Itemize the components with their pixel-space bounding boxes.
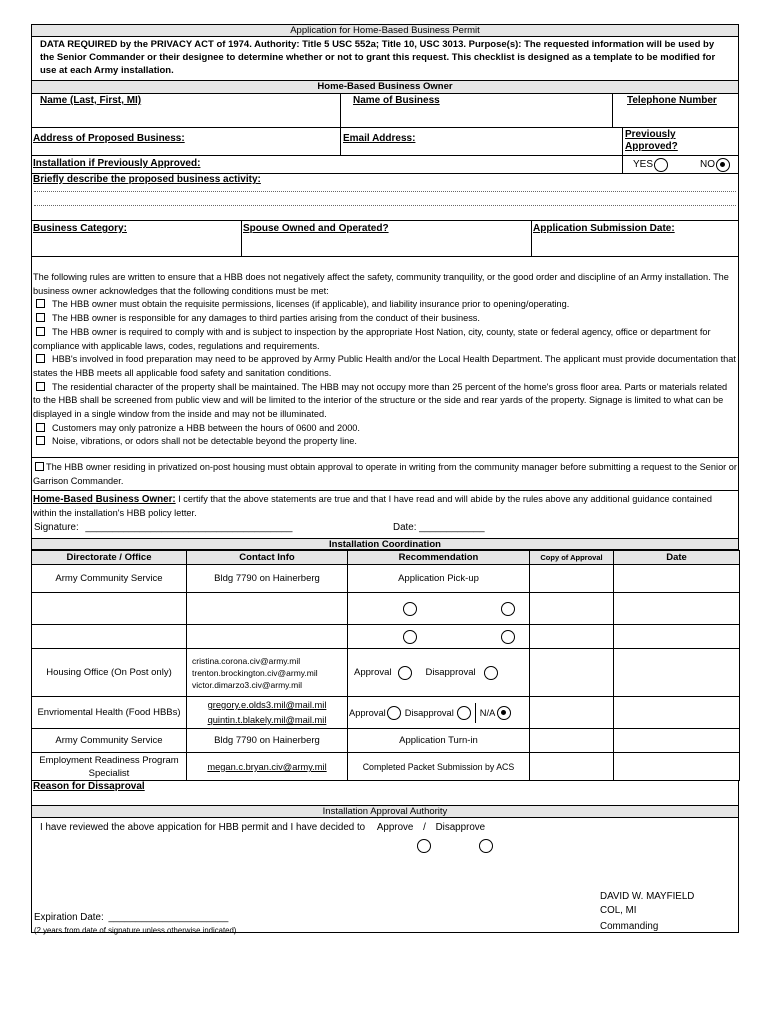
spouse-label: Spouse Owned and Operated? [243, 223, 389, 234]
email-field[interactable] [341, 128, 623, 155]
acs2-office: Army Community Service [32, 729, 187, 753]
authority-statement [40, 822, 485, 833]
no-label: NO [700, 159, 716, 170]
expiration-label: Expiration Date: [34, 912, 104, 924]
address-label: Address of Proposed Business: [33, 133, 185, 144]
reason-field[interactable] [31, 781, 739, 805]
name-label: Name (Last, First, MI) [40, 95, 142, 106]
housing-email-2[interactable]: trenton.brockington.civ@army.mil [192, 667, 318, 678]
rule-4 [33, 353, 737, 380]
env-rec [348, 697, 530, 729]
yes-radio[interactable] [654, 158, 668, 172]
env-disapproval-label: Disapproval [404, 707, 454, 718]
category-row [31, 220, 739, 257]
permit-form [31, 24, 739, 936]
business-name-label: Name of Business [353, 95, 440, 106]
yes-no-group [623, 156, 738, 173]
blank-date-2[interactable] [614, 625, 740, 649]
rule-2 [33, 312, 737, 326]
env-disapproval-radio[interactable] [457, 706, 471, 720]
rule-1-text: The HBB owner must obtain the requisite permissions, licenses (if applicable), and liability insurance prior to opening/operating. [52, 299, 570, 310]
installation-row [31, 156, 739, 173]
authority-disapprove-radio[interactable] [479, 839, 493, 853]
name-field[interactable] [32, 94, 341, 127]
signer-name: DAVID W. MAYFIELD [600, 891, 695, 903]
header-date: Date [614, 551, 740, 565]
signer-rank: COL, MI [600, 905, 637, 917]
blank-contact-2[interactable] [187, 625, 348, 649]
housing-email-3[interactable]: victor.dimarzo3.civ@army.mil [192, 679, 303, 690]
blank-office-1[interactable] [32, 593, 187, 625]
acs-office: Army Community Service [32, 565, 187, 593]
acs-copy[interactable] [530, 565, 614, 593]
coordination-title: Installation Coordination [31, 538, 739, 550]
env-office: Envriomental Health (Food HBBs) [32, 697, 187, 729]
acs2-date[interactable] [614, 729, 740, 753]
erps-rec: Completed Packet Submission by ACS [348, 753, 530, 781]
table-row [32, 593, 740, 625]
coordination-table [31, 550, 740, 781]
submission-date-label: Application Submission Date: [533, 223, 675, 234]
rule-1-checkbox[interactable] [36, 299, 45, 308]
describe-label: Briefly describe the proposed business activity: [33, 174, 261, 185]
housing-copy[interactable] [530, 649, 614, 697]
authority-title: Installation Approval Authority [31, 805, 739, 818]
table-row [32, 565, 740, 593]
housing-approval-label: Approval [354, 667, 392, 679]
business-name-field[interactable] [341, 94, 613, 127]
describe-line-1 [34, 191, 736, 192]
certify-label: Home-Based Business Owner: [33, 494, 176, 506]
env-na-radio[interactable] [497, 706, 511, 720]
submission-date-field[interactable] [532, 221, 738, 256]
housing-rec [348, 649, 530, 697]
housing-date[interactable] [614, 649, 740, 697]
privatized-checkbox[interactable] [35, 462, 44, 471]
expiration-row [34, 912, 228, 923]
describe-line-2 [34, 205, 736, 206]
env-approval-label: Approval [349, 707, 386, 718]
blank-1-radio-a[interactable] [403, 602, 417, 616]
rule-2-checkbox[interactable] [36, 313, 45, 322]
no-radio[interactable] [716, 158, 730, 172]
rule-6-checkbox[interactable] [36, 423, 45, 432]
phone-field[interactable] [613, 94, 738, 127]
rule-4-checkbox[interactable] [36, 354, 45, 363]
reason-label: Reason for Dissaproval [33, 781, 145, 793]
signer-block [600, 890, 694, 934]
privatized-housing-rule [31, 458, 739, 491]
signature-row [34, 522, 292, 533]
blank-office-2[interactable] [32, 625, 187, 649]
rule-4-text: HBB's involved in food preparation may need to be approved by Army Public Health and/or the Local Health Department. The applicant must provide documentation that states the HBB meets all applicable food safety and sanitation conditions. [33, 354, 736, 378]
blank-2-radio-a[interactable] [403, 630, 417, 644]
address-row [31, 128, 739, 156]
expiration-note: (2 years from date of signature unless otherwise indicated) [34, 926, 237, 936]
authority-approve-radio[interactable] [417, 839, 431, 853]
erps-copy[interactable] [530, 753, 614, 781]
phone-label: Telephone Number [627, 95, 717, 106]
blank-contact-1[interactable] [187, 593, 348, 625]
erps-office: Employment Readiness Program Specialist [32, 753, 187, 781]
describe-field[interactable] [31, 173, 739, 220]
category-label: Business Category: [33, 223, 127, 234]
signer-title: Commanding [600, 921, 659, 933]
approve-label: Approve [376, 822, 414, 834]
rule-6 [33, 422, 737, 436]
env-na-label: N/A [479, 707, 496, 718]
acs-date[interactable] [614, 565, 740, 593]
housing-approval-radio[interactable] [398, 666, 412, 680]
housing-disapproval-label: Disapproval [425, 667, 476, 679]
signature-label: Signature: [34, 522, 79, 534]
acs-recommendation: Application Pick-up [348, 565, 530, 593]
table-row [32, 753, 740, 781]
erps-date[interactable] [614, 753, 740, 781]
housing-email-1[interactable]: cristina.corona.civ@army.mil [192, 655, 301, 666]
certification-section [31, 491, 739, 538]
coordination-header-row [32, 551, 740, 565]
cert-date-label: Date: [393, 522, 417, 534]
acs2-copy[interactable] [530, 729, 614, 753]
housing-disapproval-radio[interactable] [484, 666, 498, 680]
acs2-contact: Bldg 7790 on Hainerberg [187, 729, 348, 753]
housing-contact [187, 649, 348, 697]
owner-section-title: Home-Based Business Owner [31, 81, 739, 94]
header-copy: Copy of Approval [530, 551, 614, 565]
blank-copy-2[interactable] [530, 625, 614, 649]
rule-7-checkbox[interactable] [36, 436, 45, 445]
table-row [32, 625, 740, 649]
blank-copy-1[interactable] [530, 593, 614, 625]
rule-6-text: Customers may only patronize a HBB between the hours of 0600 and 2000. [52, 422, 360, 433]
rule-3 [33, 326, 737, 353]
env-divider [475, 703, 476, 723]
header-recommendation: Recommendation [348, 551, 530, 565]
form-title: Application for Home-Based Business Permit [31, 24, 739, 37]
env-approval-radio[interactable] [387, 706, 401, 720]
rules-section [31, 257, 739, 458]
rule-5-checkbox[interactable] [36, 382, 45, 391]
installation-field[interactable] [32, 156, 623, 173]
expiration-line[interactable]: ______________________ [108, 912, 229, 924]
table-row [32, 697, 740, 729]
housing-office: Housing Office (On Post only) [32, 649, 187, 697]
privacy-statement: DATA REQUIRED by the PRIVACY ACT of 1974. Authority: Title 5 USC 552a; Title 10, USC 3013. Purpose(s): The requested information will be used by the Senior Commander or their designee to determine whether or not to grant this request. This checklist is designed as a template to be modified for use at each Army installation. [31, 37, 739, 81]
rule-3-text: The HBB owner is required to comply with and is subject to inspection by the appropriate Host Nation, city, county, state or federal agency, office or department for compliance with applicable laws, codes, regulations and requirements. [33, 326, 711, 351]
header-directorate: Directorate / Office [32, 551, 187, 565]
header-contact: Contact Info [187, 551, 348, 565]
env-copy[interactable] [530, 697, 614, 729]
prev-label-2: Approved? [625, 141, 678, 152]
previously-approved [623, 128, 738, 155]
rule-5 [33, 381, 737, 422]
blank-1-radio-b[interactable] [501, 602, 515, 616]
env-email-2[interactable]: quintin.t.blakely.mil@mail.mil [207, 714, 327, 725]
rule-5-text: The residential character of the property shall be maintained. The HBB may not occupy more than 25 percent of the home's gross floor area. Parts or materials related to the HBB shall be screened from public view and will be limited to the interior of the structure or the side and rear yards of the property. Signage is limited to what can be displayed in a single window from the inside and may not be illuminated. [33, 381, 728, 420]
installation-label: Installation if Previously Approved: [33, 158, 201, 169]
disapprove-label: Disapprove [435, 822, 486, 834]
rule-7-text: Noise, vibrations, or odors shall not be detectable beyond the property line. [52, 436, 357, 447]
cert-date-row [393, 522, 485, 533]
signature-line[interactable]: ______________________________________ [85, 522, 293, 534]
authority-statement-text: I have reviewed the above appication for HBB permit and I have decided to [40, 822, 366, 834]
spouse-field[interactable] [242, 221, 532, 256]
privatized-text: The HBB owner residing in privatized on-post housing must obtain approval to operate in writing from the community manager before submitting a request to the Senior or Garrison Commander. [33, 462, 737, 486]
acs2-rec: Application Turn-in [348, 729, 530, 753]
table-row [32, 649, 740, 697]
email-label: Email Address: [343, 133, 416, 144]
env-email-1[interactable]: gregory.e.olds3.mil@mail.mil [207, 699, 327, 710]
table-row [32, 729, 740, 753]
category-field[interactable] [32, 221, 242, 256]
blank-rec-2 [348, 625, 530, 649]
cert-date-line[interactable]: ____________ [419, 522, 485, 534]
rule-3-checkbox[interactable] [36, 327, 45, 336]
slash-label: / [423, 822, 426, 834]
env-contact [187, 697, 348, 729]
blank-date-1[interactable] [614, 593, 740, 625]
certify-text: I certify that the above statements are true and that I have read and will abide by the rules above any additional guidance contained within the installation's HBB policy letter. [33, 494, 712, 519]
name-row [31, 94, 739, 128]
prev-label-1: Previously [625, 129, 676, 140]
acs-contact: Bldg 7790 on Hainerberg [187, 565, 348, 593]
blank-rec-1 [348, 593, 530, 625]
erps-contact[interactable]: megan.c.bryan.civ@army.mil [187, 753, 348, 781]
rule-1 [33, 298, 737, 312]
yes-label: YES [633, 159, 654, 170]
env-date[interactable] [614, 697, 740, 729]
authority-section [31, 818, 739, 936]
address-field[interactable] [32, 128, 341, 155]
blank-2-radio-b[interactable] [501, 630, 515, 644]
rule-7 [33, 435, 737, 449]
rules-intro: The following rules are written to ensure that a HBB does not negatively affect the safety, community tranquility, or the good order and discipline of an Army installation. The business owner acknowledges that the following conditions must be met: [33, 272, 729, 296]
rule-2-text: The HBB owner is responsible for any damages to third parties arising from the conduct of their business. [52, 313, 480, 324]
